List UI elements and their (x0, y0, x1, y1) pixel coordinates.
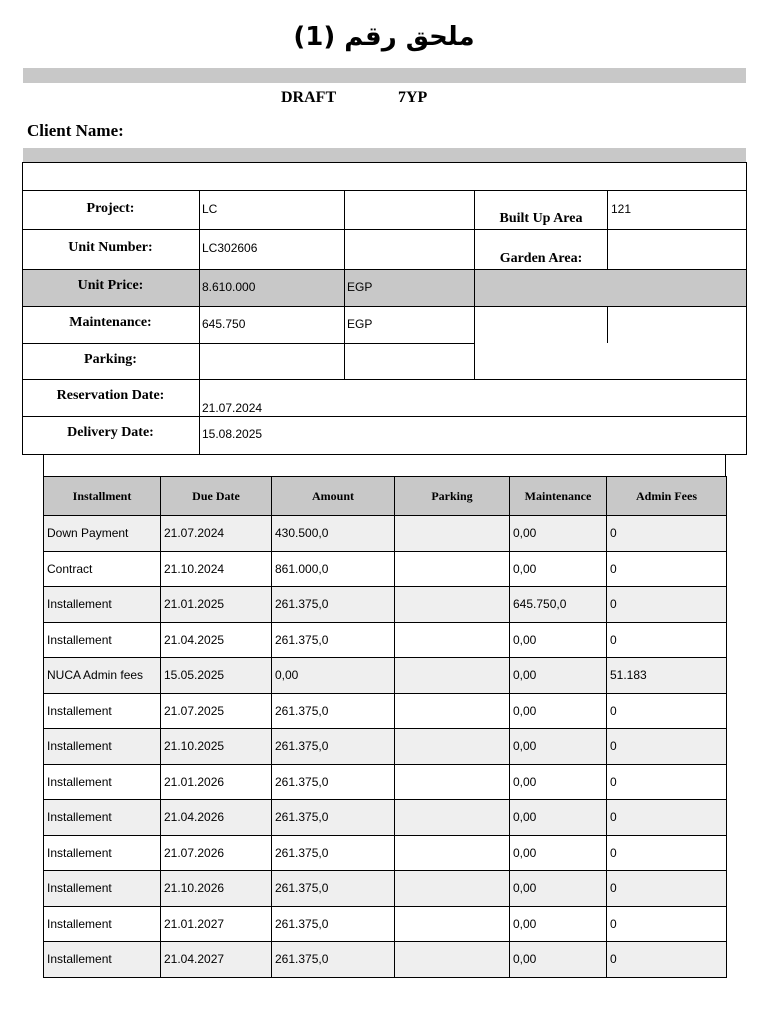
maintenance-cell: 0,00 (510, 835, 607, 871)
client-divider (23, 148, 746, 162)
schedule-row (44, 835, 727, 871)
installment-cell: Installement (44, 835, 161, 871)
maintenance-cell: 0,00 (510, 942, 607, 978)
parking-cell (395, 551, 510, 587)
due-date-cell: 21.07.2026 (161, 835, 272, 871)
schedule-row (44, 871, 727, 907)
amount-cell: 261.375,0 (272, 942, 395, 978)
admin-fees-cell: 0 (607, 942, 727, 978)
installment-cell: NUCA Admin fees (44, 658, 161, 694)
reservation-date-label: Reservation Date: (56, 388, 165, 403)
maintenance-value: 645.750 (202, 317, 246, 331)
schedule-row (44, 800, 727, 836)
amount-cell: 861.000,0 (272, 551, 395, 587)
installment-cell: Contract (44, 551, 161, 587)
installment-cell: Installement (44, 622, 161, 658)
amount-cell: 0,00 (272, 658, 395, 694)
maintenance-cell: 0,00 (510, 800, 607, 836)
schedule-row (44, 906, 727, 942)
due-date-cell: 21.10.2026 (161, 871, 272, 907)
parking-cell (395, 658, 510, 694)
due-date-cell: 21.04.2026 (161, 800, 272, 836)
parking-cell (395, 587, 510, 623)
project-label: Project: (86, 201, 135, 216)
due-date-cell: 21.07.2024 (161, 516, 272, 552)
parking-cell (395, 871, 510, 907)
maintenance-cell: 0,00 (510, 622, 607, 658)
maintenance-cell: 0,00 (510, 906, 607, 942)
admin-fees-cell: 0 (607, 800, 727, 836)
schedule-row (44, 551, 727, 587)
garden-area-label: Garden Area: (499, 251, 583, 266)
parking-cell (395, 800, 510, 836)
admin-fees-cell: 0 (607, 871, 727, 907)
parking-cell (395, 516, 510, 552)
installment-cell: Installement (44, 942, 161, 978)
amount-cell: 261.375,0 (272, 729, 395, 765)
project-value: LC (202, 202, 218, 216)
schedule-row (44, 693, 727, 729)
due-date-cell: 21.10.2025 (161, 729, 272, 765)
unit-price-currency: EGP (347, 280, 373, 294)
maintenance-cell: 0,00 (510, 729, 607, 765)
parking-cell (395, 693, 510, 729)
admin-fees-cell: 0 (607, 729, 727, 765)
client-name-label: Client Name: (27, 121, 124, 140)
unit-number-value: LC302606 (202, 241, 258, 255)
installment-cell: Installement (44, 906, 161, 942)
installment-cell: Installement (44, 693, 161, 729)
maintenance-cell: 645.750,0 (510, 587, 607, 623)
parking-cell (395, 764, 510, 800)
admin-fees-cell: 0 (607, 622, 727, 658)
maintenance-cell: 0,00 (510, 551, 607, 587)
maintenance-label: Maintenance: (69, 315, 152, 330)
parking-label: Parking: (84, 352, 137, 367)
schedule-row (44, 587, 727, 623)
installment-cell: Installement (44, 764, 161, 800)
due-date-cell: 21.01.2027 (161, 906, 272, 942)
amount-cell: 261.375,0 (272, 622, 395, 658)
schedule-row (44, 658, 727, 694)
amount-cell: 261.375,0 (272, 693, 395, 729)
unit-price-label: Unit Price: (77, 278, 144, 293)
amount-cell: 261.375,0 (272, 587, 395, 623)
delivery-date-label: Delivery Date: (67, 425, 154, 440)
due-date-cell: 21.04.2027 (161, 942, 272, 978)
maintenance-cell: 0,00 (510, 764, 607, 800)
parking-cell (395, 906, 510, 942)
amount-cell: 261.375,0 (272, 871, 395, 907)
amount-cell: 261.375,0 (272, 835, 395, 871)
installment-cell: Installement (44, 729, 161, 765)
header-divider (23, 68, 746, 83)
due-date-cell: 21.04.2025 (161, 622, 272, 658)
draft-code: 7YP (398, 89, 428, 106)
schedule-row (44, 516, 727, 552)
schedule-row (44, 764, 727, 800)
amount-cell: 261.375,0 (272, 906, 395, 942)
col-installment: Installment (44, 477, 161, 516)
built-up-area-label: Built Up Area (499, 211, 583, 226)
document-title: ملحق رقم (1) (293, 22, 475, 52)
admin-fees-cell: 0 (607, 906, 727, 942)
maintenance-cell: 0,00 (510, 871, 607, 907)
unit-number-label: Unit Number: (68, 240, 153, 255)
schedule-row (44, 942, 727, 978)
admin-fees-cell: 0 (607, 516, 727, 552)
schedule-row (44, 622, 727, 658)
admin-fees-cell: 0 (607, 587, 727, 623)
col-due-date: Due Date (161, 477, 272, 516)
payment-schedule-table (43, 476, 727, 978)
parking-cell (395, 622, 510, 658)
due-date-cell: 21.07.2025 (161, 693, 272, 729)
reservation-date-value: 21.07.2024 (202, 401, 263, 415)
col-amount: Amount (272, 477, 395, 516)
due-date-cell: 15.05.2025 (161, 658, 272, 694)
delivery-date-value: 15.08.2025 (202, 427, 263, 441)
installment-cell: Installement (44, 587, 161, 623)
maintenance-cell: 0,00 (510, 658, 607, 694)
installment-cell: Installement (44, 800, 161, 836)
due-date-cell: 21.01.2026 (161, 764, 272, 800)
installment-cell: Installement (44, 871, 161, 907)
maintenance-currency: EGP (347, 317, 373, 331)
admin-fees-cell: 0 (607, 764, 727, 800)
admin-fees-cell: 0 (607, 693, 727, 729)
amount-cell: 430.500,0 (272, 516, 395, 552)
admin-fees-cell: 0 (607, 551, 727, 587)
installment-cell: Down Payment (44, 516, 161, 552)
admin-fees-cell: 0 (607, 835, 727, 871)
parking-cell (395, 942, 510, 978)
maintenance-cell: 0,00 (510, 693, 607, 729)
col-maintenance: Maintenance (510, 477, 607, 516)
maintenance-cell: 0,00 (510, 516, 607, 552)
col-admin-fees: Admin Fees (607, 477, 727, 516)
amount-cell: 261.375,0 (272, 764, 395, 800)
amount-cell: 261.375,0 (272, 800, 395, 836)
parking-cell (395, 835, 510, 871)
admin-fees-cell: 51.183 (607, 658, 727, 694)
draft-label: DRAFT (281, 89, 337, 106)
due-date-cell: 21.01.2025 (161, 587, 272, 623)
parking-cell (395, 729, 510, 765)
schedule-header-row (44, 477, 727, 516)
col-parking: Parking (395, 477, 510, 516)
built-up-area-value: 121 (611, 202, 632, 216)
unit-price-value: 8.610.000 (202, 280, 256, 294)
due-date-cell: 21.10.2024 (161, 551, 272, 587)
schedule-row (44, 729, 727, 765)
